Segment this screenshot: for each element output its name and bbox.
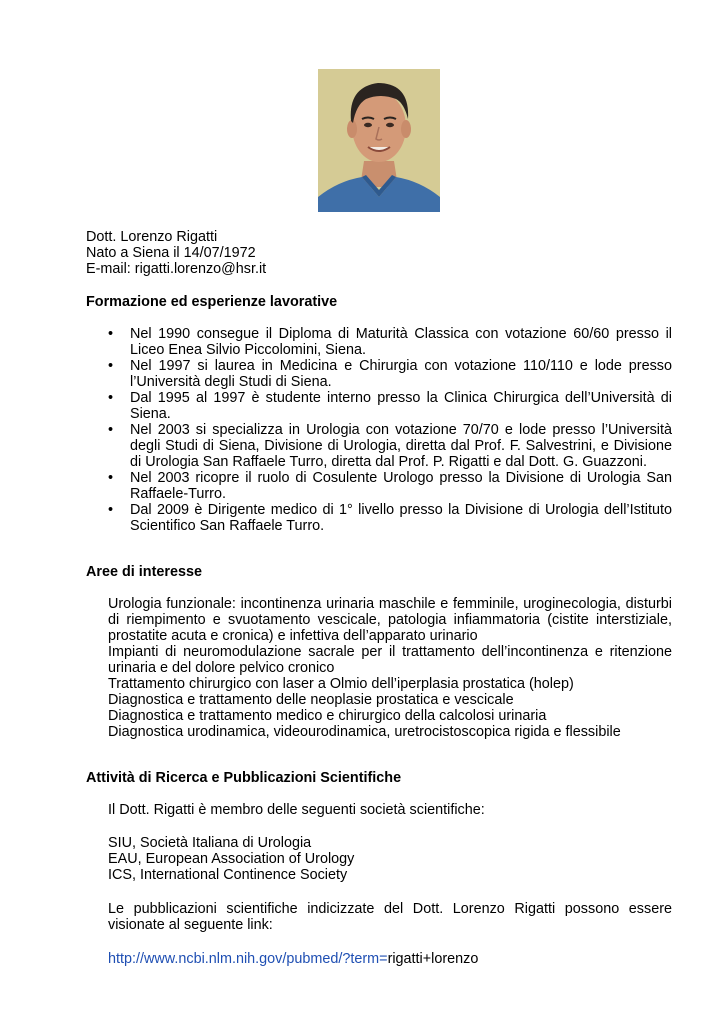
birth-info: Nato a Siena il 14/07/1972: [86, 245, 256, 261]
list-item: Impianti di neuromodulazione sacrale per il trattamento dell’incontinenza e ritenzione urinaria e del dolore pelvico cronico: [108, 644, 672, 676]
list-item: • Dal 1995 al 1997 è studente interno presso la Clinica Chirurgica dell’Università di Siena.: [108, 390, 672, 422]
list-item: Trattamento chirurgico con laser a Olmio dell’iperplasia prostatica (holep): [108, 676, 574, 692]
person-name: Dott. Lorenzo Rigatti: [86, 229, 218, 245]
ricerca-heading: Attività di Ricerca e Pubblicazioni Scientifiche: [86, 770, 402, 786]
list-item: • Nel 1997 si laurea in Medicina e Chirurgia con votazione 110/110 e lode presso l’Università degli Studi di Siena.: [108, 358, 672, 390]
list-item: Diagnostica urodinamica, videourodinamica, uretrocistoscopica rigida e flessibile: [108, 724, 621, 740]
email-info: E-mail: rigatti.lorenzo@hsr.it: [86, 261, 267, 277]
list-item: SIU, Società Italiana di Urologia: [108, 835, 312, 851]
list-item: • Nel 1990 consegue il Diploma di Maturità Classica con votazione 60/60 presso il Liceo Enea Silvio Piccolomini, Siena.: [108, 326, 672, 358]
list-item: Diagnostica e trattamento medico e chirurgico della calcolosi urinaria: [108, 708, 547, 724]
bullet-icon: •: [108, 422, 114, 438]
aree-list: [108, 596, 672, 740]
pubmed-link[interactable]: http://www.ncbi.nlm.nih.gov/pubmed/?term=: [108, 951, 388, 967]
bullet-icon: •: [108, 326, 114, 342]
societies-list: [108, 835, 672, 883]
list-item: • Nel 2003 si specializza in Urologia con votazione 70/70 e lode presso l’Università degli Studi di Siena, Divisione di Urologia, diretta dal Prof. F. Salvestrini, e Divisione di Urologia San Raffaele Turro, diretta dal Prof. P. Rigatti e dal Dott. G. Guazzoni.: [108, 422, 672, 470]
bullet-icon: •: [108, 502, 114, 518]
bullet-icon: •: [108, 470, 114, 486]
pubmed-link-line: [108, 951, 672, 967]
bullet-icon: •: [108, 390, 114, 406]
list-item: Urologia funzionale: incontinenza urinaria maschile e femminile, uroginecologia, disturbi di riempimento e svuotamento vescicale, patologia infiammatoria (cistite interstiziale, prostatite acuta e cronica) e infettiva dell’apparato urinario: [108, 596, 672, 644]
formazione-list: [108, 326, 672, 534]
aree-heading: Aree di interesse: [86, 564, 202, 580]
list-item: • Nel 2003 ricopre il ruolo di Cosulente Urologo presso la Divisione di Urologia San Raffaele-Turro.: [108, 470, 672, 502]
link-suffix: rigatti+lorenzo: [387, 951, 479, 967]
list-item: EAU, European Association of Urology: [108, 851, 355, 867]
publications-text: Le pubblicazioni scientifiche indicizzate del Dott. Lorenzo Rigatti possono essere visionate al seguente link:: [108, 901, 672, 933]
list-item: • Dal 2009 è Dirigente medico di 1° livello presso la Divisione di Urologia dell’Istituto Scientifico San Raffaele Turro.: [108, 502, 672, 534]
ricerca-intro: Il Dott. Rigatti è membro delle seguenti società scientifiche:: [108, 802, 485, 818]
list-item: Diagnostica e trattamento delle neoplasie prostatica e vescicale: [108, 692, 514, 708]
personal-info: [86, 229, 672, 277]
bullet-icon: •: [108, 358, 114, 374]
list-item: ICS, International Continence Society: [108, 867, 348, 883]
formazione-heading: Formazione ed esperienze lavorative: [86, 294, 338, 310]
profile-photo: [318, 69, 440, 212]
